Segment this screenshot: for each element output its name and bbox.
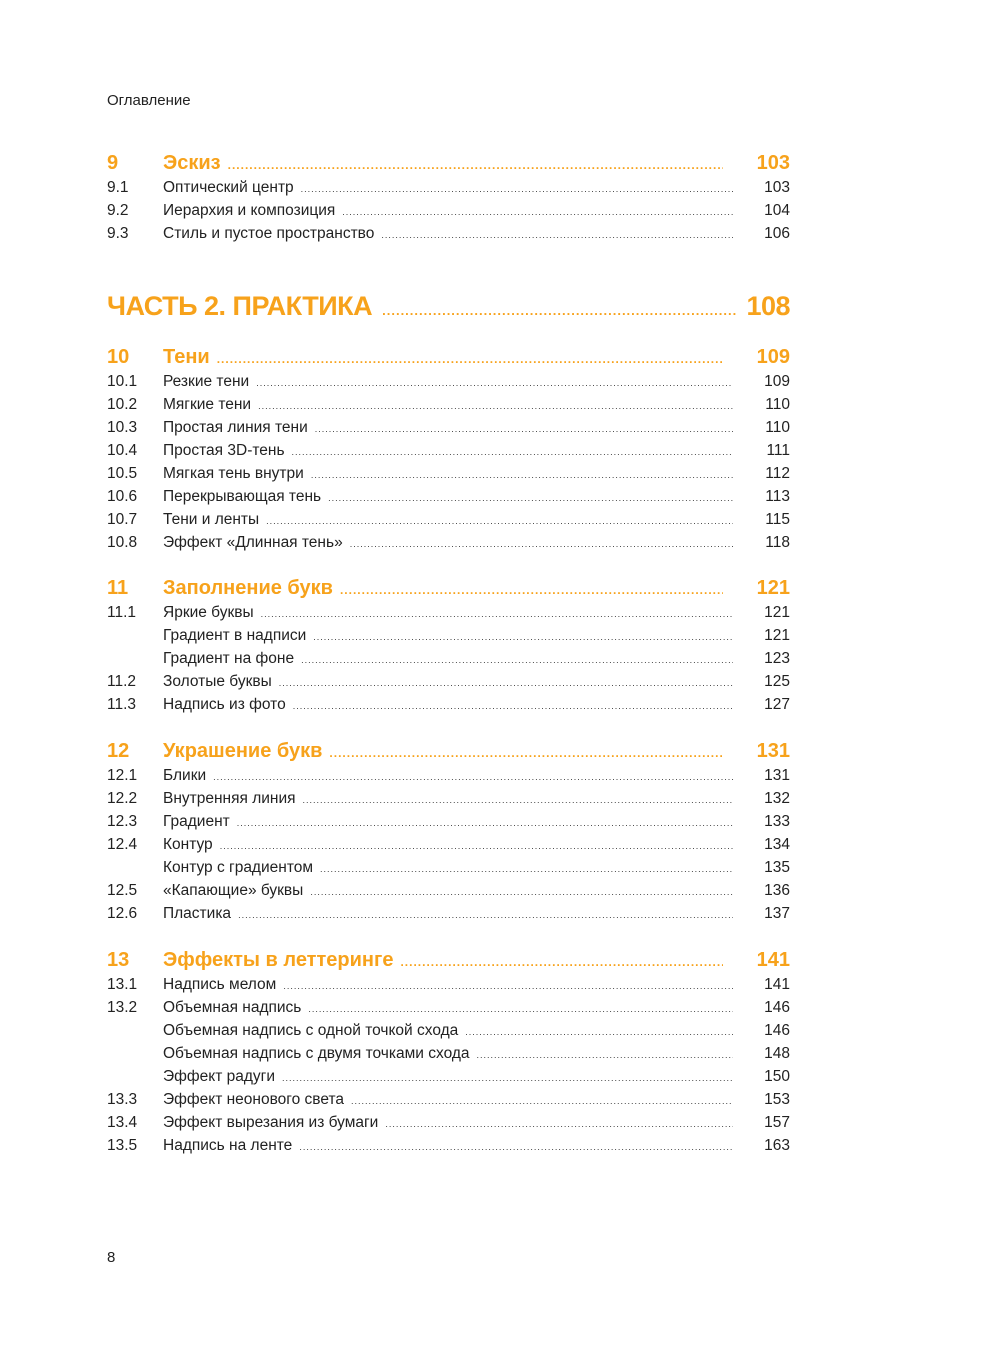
toc-entry[interactable] (107, 624, 790, 647)
entry-page: 136 (764, 882, 790, 899)
entry-title: «Капающие» буквы (163, 882, 304, 899)
entry-title: Надпись мелом (163, 976, 277, 993)
entry-title: Контур с градиентом (163, 859, 314, 876)
toc-entry[interactable] (107, 416, 790, 439)
entry-page: 157 (764, 1114, 790, 1131)
entry-number: 11 (107, 577, 129, 599)
dot-leader (382, 294, 736, 328)
chapter-heading[interactable] (107, 150, 790, 176)
entry-page: 112 (765, 465, 790, 482)
toc-chapter (107, 947, 790, 1157)
toc-entry[interactable] (107, 1111, 790, 1134)
dot-leader (258, 395, 733, 418)
entry-page: 103 (764, 179, 790, 196)
entry-page: 106 (764, 225, 790, 242)
entry-title: Объемная надпись с двумя точками схода (163, 1045, 470, 1062)
toc-entry[interactable] (107, 485, 790, 508)
dot-leader (213, 766, 733, 789)
dot-leader (340, 577, 723, 603)
toc-entry[interactable] (107, 1019, 790, 1042)
entry-title: Градиент на фоне (163, 650, 295, 667)
dot-leader (217, 346, 723, 372)
toc-entry[interactable] (107, 973, 790, 996)
toc-entry[interactable] (107, 1088, 790, 1111)
entry-title: Внутренняя линия (163, 790, 296, 807)
entry-page: 141 (764, 976, 790, 993)
dot-leader (310, 881, 733, 904)
entry-page: 123 (764, 650, 790, 667)
entry-title: Заполнение букв (163, 577, 333, 599)
entry-page: 113 (765, 488, 790, 505)
entry-title: Стиль и пустое пространство (163, 225, 375, 242)
entry-page: 115 (765, 511, 790, 528)
toc-entry[interactable] (107, 879, 790, 902)
toc-entry[interactable] (107, 693, 790, 716)
entry-title: Блики (163, 767, 207, 784)
entry-number: 10.7 (107, 511, 138, 528)
entry-number: 9.3 (107, 225, 129, 242)
entry-page: 148 (764, 1045, 790, 1062)
entry-number: 10.8 (107, 534, 138, 551)
entry-title: Простая 3D-тень (163, 442, 285, 459)
entry-number: 11.2 (107, 673, 137, 690)
dot-leader (400, 949, 723, 975)
toc-entry[interactable] (107, 439, 790, 462)
entry-page: 131 (756, 740, 790, 762)
dot-leader (477, 1044, 733, 1067)
dot-leader (308, 998, 733, 1021)
entry-page: 137 (764, 905, 790, 922)
entry-title: Тени (163, 346, 210, 368)
entry-number: 13 (107, 949, 130, 971)
entry-page: 104 (764, 202, 790, 219)
toc-entry[interactable] (107, 647, 790, 670)
dot-leader (385, 1113, 733, 1136)
entry-number: 11.1 (107, 604, 137, 621)
dot-leader (283, 975, 733, 998)
entry-page: 146 (764, 1022, 790, 1039)
dot-leader (381, 224, 733, 247)
entry-number: 12.4 (107, 836, 138, 853)
toc-entry[interactable] (107, 601, 790, 624)
entry-number: 13.4 (107, 1114, 138, 1131)
dot-leader (342, 201, 733, 224)
dot-leader (311, 464, 733, 487)
entry-number: 10.3 (107, 419, 138, 436)
dot-leader (301, 178, 733, 201)
entry-page: 110 (765, 396, 790, 413)
entry-title: Иерархия и композиция (163, 202, 336, 219)
toc-entry[interactable] (107, 856, 790, 879)
entry-page: 153 (764, 1091, 790, 1108)
entry-number: 11.3 (107, 696, 137, 713)
entry-page: 109 (764, 373, 790, 390)
dot-leader (329, 740, 723, 766)
dot-leader (301, 649, 733, 672)
toc-entry[interactable] (107, 222, 790, 245)
chapter-heading[interactable] (107, 738, 790, 764)
entry-title: Эффект радуги (163, 1068, 275, 1085)
entry-title: Градиент в надписи (163, 627, 307, 644)
entry-number: 10.4 (107, 442, 138, 459)
part-page: 108 (746, 291, 790, 321)
dot-leader (282, 1067, 733, 1090)
entry-number: 12.3 (107, 813, 138, 830)
entry-page: 146 (764, 999, 790, 1016)
entry-number: 9 (107, 152, 119, 174)
toc-chapter (107, 738, 790, 925)
entry-page: 150 (764, 1068, 790, 1085)
chapter-heading[interactable] (107, 344, 790, 370)
entry-number: 9.2 (107, 202, 129, 219)
chapter-heading[interactable] (107, 575, 790, 601)
entry-title: Эффект «Длинная тень» (163, 534, 343, 551)
chapter-heading[interactable] (107, 947, 790, 973)
dot-leader (266, 510, 733, 533)
entry-page: 121 (764, 627, 790, 644)
entry-title: Надпись на ленте (163, 1137, 293, 1154)
entry-page: 121 (764, 604, 790, 621)
entry-title: Пластика (163, 905, 232, 922)
toc-entry[interactable] (107, 462, 790, 485)
dot-leader (292, 441, 733, 464)
toc-entry[interactable] (107, 1134, 790, 1157)
dot-leader (220, 835, 733, 858)
dot-leader (313, 626, 733, 649)
dot-leader (465, 1021, 733, 1044)
entry-title: Объемная надпись с одной точкой схода (163, 1022, 459, 1039)
entry-title: Тени и ленты (163, 511, 260, 528)
entry-page: 111 (766, 442, 790, 459)
entry-number: 10.6 (107, 488, 138, 505)
toc-entry[interactable] (107, 764, 790, 787)
dot-leader (328, 487, 733, 510)
entry-title: Перекрывающая тень (163, 488, 322, 505)
entry-title: Простая линия тени (163, 419, 308, 436)
toc-chapter (107, 344, 790, 554)
running-header: Оглавление (107, 92, 191, 109)
toc-entry[interactable] (107, 199, 790, 222)
entry-page: 121 (756, 577, 790, 599)
entry-number: 12.1 (107, 767, 138, 784)
toc-entry[interactable] (107, 531, 790, 554)
entry-page: 110 (765, 419, 790, 436)
dot-leader (237, 812, 733, 835)
entry-page: 131 (764, 767, 790, 784)
toc-entry[interactable] (107, 902, 790, 925)
part-title: ЧАСТЬ 2. ПРАКТИКА (107, 291, 373, 321)
entry-title: Градиент (163, 813, 230, 830)
entry-title: Объемная надпись (163, 999, 302, 1016)
entry-number: 10.5 (107, 465, 138, 482)
toc-entry[interactable] (107, 1065, 790, 1088)
entry-title: Эффект неонового света (163, 1091, 344, 1108)
entry-title: Контур (163, 836, 213, 853)
entry-page: 109 (756, 346, 790, 368)
entry-title: Резкие тени (163, 373, 250, 390)
dot-leader (299, 1136, 733, 1159)
toc-entry[interactable] (107, 1042, 790, 1065)
entry-number: 10.1 (107, 373, 138, 390)
entry-page: 103 (756, 152, 790, 174)
entry-number: 10 (107, 346, 130, 368)
dot-leader (320, 858, 733, 881)
entry-number: 13.1 (107, 976, 138, 993)
entry-number: 13.3 (107, 1091, 138, 1108)
dot-leader (256, 372, 733, 395)
entry-title: Украшение букв (163, 740, 323, 762)
dot-leader (228, 152, 723, 178)
entry-page: 133 (764, 813, 790, 830)
entry-title: Яркие буквы (163, 604, 254, 621)
toc-entry[interactable] (107, 670, 790, 693)
dot-leader (303, 789, 733, 812)
toc-entry[interactable] (107, 996, 790, 1019)
dot-leader (261, 603, 733, 626)
entry-number: 13.5 (107, 1137, 138, 1154)
toc-entry[interactable] (107, 810, 790, 833)
entry-title: Эффект вырезания из бумаги (163, 1114, 379, 1131)
entry-number: 12 (107, 740, 130, 762)
toc-entry[interactable] (107, 370, 790, 393)
entry-page: 125 (764, 673, 790, 690)
page-number: 8 (107, 1249, 116, 1266)
dot-leader (350, 533, 733, 556)
entry-title: Золотые буквы (163, 673, 272, 690)
entry-page: 163 (764, 1137, 790, 1154)
entry-page: 135 (764, 859, 790, 876)
dot-leader (351, 1090, 733, 1113)
entry-number: 13.2 (107, 999, 138, 1016)
entry-title: Надпись из фото (163, 696, 286, 713)
entry-number: 10.2 (107, 396, 138, 413)
entry-title: Оптический центр (163, 179, 294, 196)
entry-page: 141 (756, 949, 790, 971)
dot-leader (238, 904, 733, 927)
toc-entry[interactable] (107, 787, 790, 810)
toc-entry[interactable] (107, 393, 790, 416)
entry-title: Мягкая тень внутри (163, 465, 304, 482)
entry-number: 12.2 (107, 790, 138, 807)
toc-part-heading[interactable] (107, 289, 790, 323)
entry-title: Эскиз (163, 152, 221, 174)
entry-page: 132 (764, 790, 790, 807)
toc-entry[interactable] (107, 176, 790, 199)
toc-chapter (107, 150, 790, 245)
dot-leader (293, 695, 733, 718)
dot-leader (279, 672, 733, 695)
entry-page: 127 (764, 696, 790, 713)
toc-chapter (107, 575, 790, 716)
dot-leader (315, 418, 733, 441)
entry-page: 134 (764, 836, 790, 853)
entry-number: 9.1 (107, 179, 129, 196)
toc-entry[interactable] (107, 833, 790, 856)
entry-title: Эффекты в леттеринге (163, 949, 394, 971)
entry-number: 12.6 (107, 905, 138, 922)
entry-page: 118 (765, 534, 790, 551)
entry-number: 12.5 (107, 882, 138, 899)
toc-entry[interactable] (107, 508, 790, 531)
entry-title: Мягкие тени (163, 396, 252, 413)
